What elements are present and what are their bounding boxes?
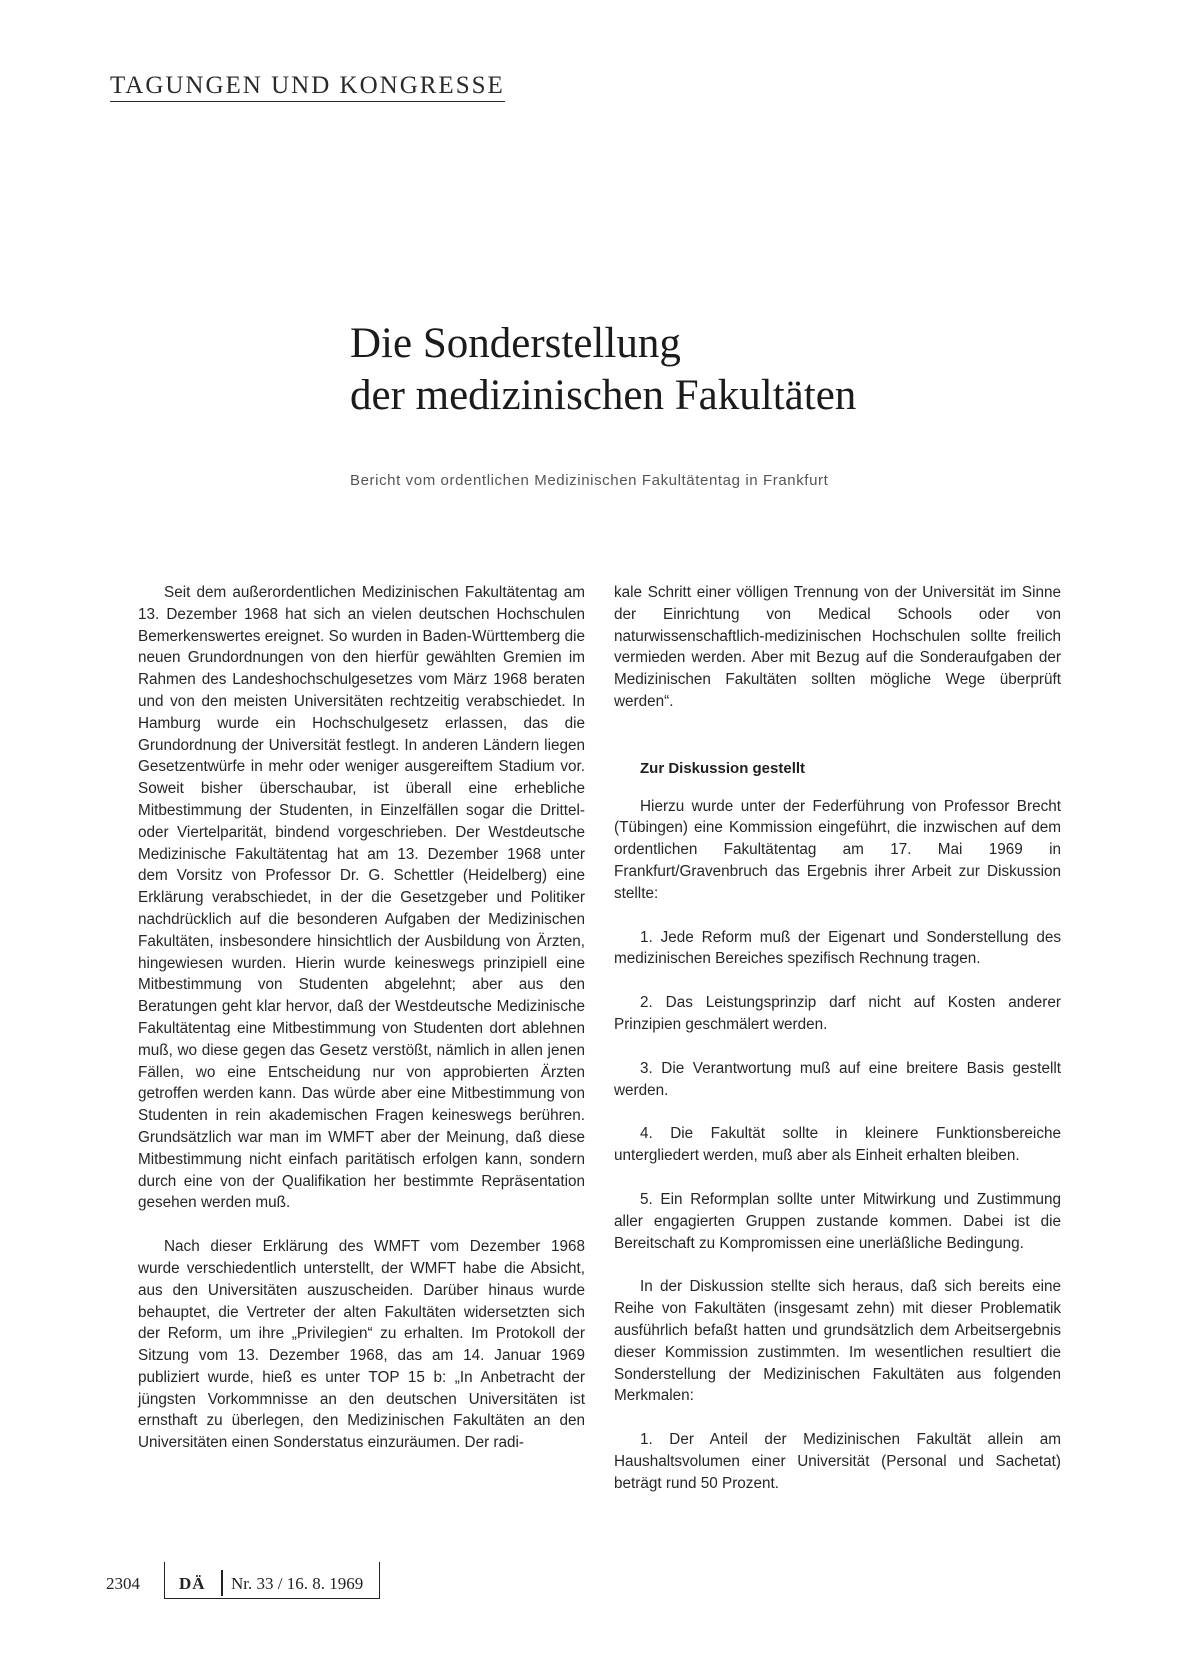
paragraph-discussion: In der Diskussion stellte sich heraus, daß sich bereits eine Reihe von Fakultäten (insgesamt zehn) mit dieser Problematik ausführlich befaßt hatten und grundsätzlich dem Arbeitsergebnis dieser Kommission zustimmten. Im wesentlichen resultiert die Sonderstellung der Medizinischen Fakultäten aus folgenden Merkmalen: [614, 1278, 1061, 1405]
list-item: 5. Ein Reformplan sollte unter Mitwirkung und Zustimmung aller engagierten Gruppen zustande kommen. Dabei ist die Bereitschaft zu Kompromissen eine unerläßliche Bedingung. [614, 1190, 1061, 1252]
list-item: 1. Jede Reform muß der Eigenart und Sonderstellung des medizinischen Bereiches spezifisch Rechnung tragen. [614, 928, 1061, 968]
article-title [350, 318, 856, 422]
right-column [614, 582, 1061, 1495]
paragraph-intro: Seit dem außerordentlichen Medizinischen Fakultätentag am 13. Dezember 1968 hat sich an vielen deutschen Hochschulen Bemerkenswertes ereignet. So wurden in Baden-Württemberg die neuen Grundordnungen von den hierfür gewählten Gremien im Rahmen des Landeshochschulgesetzes vom März 1968 beraten und von den meisten Universitäten rechtzeitig verabschiedet. In Hamburg wurde ein Hochschulgesetz erlassen, das die Grundordnung der Universität festlegt. In anderen Ländern liegen Gesetzentwürfe in mehr oder weniger ausgereiftem Stadium vor. Soweit bisher überschaubar, ist überall eine erhebliche Mitbestimmung der Studenten, in Einzelfällen sogar die Drittel- oder Viertelparität, bindend vorgeschrieben. Der Westdeutsche Medizinische Fakultätentag hat am 13. Dezember 1968 unter dem Vorsitz von Professor Dr. G. Schettler (Heidelberg) eine Erklärung verabschiedet, in der die Gesetzgeber und Politiker nachdrücklich auf die besonderen Aufgaben der Medizinischen Fakultäten, insbesondere hinsichtlich der Ausbildung von Ärzten, hingewiesen wurden. Hierin wurde keineswegs prinzipiell eine Mitbestimmung von Studenten abgelehnt; aber aus den Beratungen geht klar hervor, daß der Westdeutsche Medizinische Fakultätentag eine Mitbestimmung von Studenten dort ablehnen muß, wo diese gegen das Gesetz verstößt, nämlich in allen jenen Fällen, wo eine Entscheidung nur von approbierten Ärzten getroffen werden kann. Das würde aber eine Mitbestimmung von Studenten in rein akademischen Fragen keineswegs berühren. Grundsätzlich war man im WMFT aber der Meinung, daß diese Mitbestimmung nicht einfach paritätisch erfolgen kann, sondern durch eine von der Qualifikation her bestimmte Repräsentation gesehen werden muß. [138, 584, 585, 1212]
paragraph-wmft-declaration: Nach dieser Erklärung des WMFT vom Dezember 1968 wurde verschiedentlich unterstellt, der WMFT habe die Absicht, aus den Universitäten auszuscheiden. Darüber hinaus wurde behauptet, die Vertreter der alten Fakultäten widersetzten sich der Reform, um ihre „Privilegien“ zu erhalten. Im Protokoll der Sitzung vom 13. Dezember 1968, das am 14. Januar 1969 publiziert wurde, hieß es unter TOP 15 b: „In Anbetracht der jüngsten Vorkommnisse an den deutschen Universitäten ist ernsthaft zu überlegen, den Medizinischen Fakultäten an den Universitäten einen Sonderstatus einzuräumen. Der radi- [138, 1238, 585, 1452]
footer-divider [221, 1570, 223, 1596]
list-item: 2. Das Leistungsprinzip darf nicht auf Kosten anderer Prinzipien geschmälert werden. [614, 994, 1061, 1033]
list-item: 4. Die Fakultät sollte in kleinere Funktionsbereiche untergliedert werden, muß aber als Einheit erhalten bleiben. [614, 1125, 1061, 1165]
issue-info: Nr. 33 / 16. 8. 1969 [231, 1574, 364, 1593]
feature-item: 1. Der Anteil der Medizinischen Fakultät allein am Haushaltsvolumen einer Universität (Personal und Sachetat) beträgt rund 50 Prozent. [614, 1431, 1061, 1492]
paragraph-continued: kale Schritt einer völligen Trennung von der Universität im Sinne der Einrichtung von Medical Schools oder von naturwissenschaftlich-medizinischen Hochschulen sollte freilich vermieden werden. Aber mit Bezug auf die Sonderaufgaben der Medizinischen Fakultäten sollten mögliche Wege überprüft werden“. [614, 584, 1061, 710]
paragraph-commission: Hierzu wurde unter der Federführung von Professor Brecht (Tübingen) eine Kommission eingeführt, die inzwischen auf dem ordentlichen Fakultätentag am 17. Mai 1969 in Frankfurt/Gravenbruch das Ergebnis ihrer Arbeit zur Diskussion stellte: [614, 797, 1061, 902]
article-title-line-2: der medizinischen Fakultäten [350, 372, 857, 419]
left-column [138, 582, 585, 1454]
page-number: 2304 [106, 1574, 140, 1593]
section-heading: TAGUNGEN UND KONGRESSE [110, 72, 505, 102]
article-title-line-1: Die Sonderstellung [350, 320, 681, 367]
article-subtitle: Bericht vom ordentlichen Medizinischen Fakultätentag in Frankfurt [350, 472, 829, 489]
list-item: 3. Die Verantwortung muß auf eine breitere Basis gestellt werden. [614, 1059, 1061, 1099]
subheading-discussion: Zur Diskussion gestellt [640, 759, 806, 777]
journal-box [164, 1562, 380, 1599]
journal-logo: DÄ [179, 1574, 206, 1593]
